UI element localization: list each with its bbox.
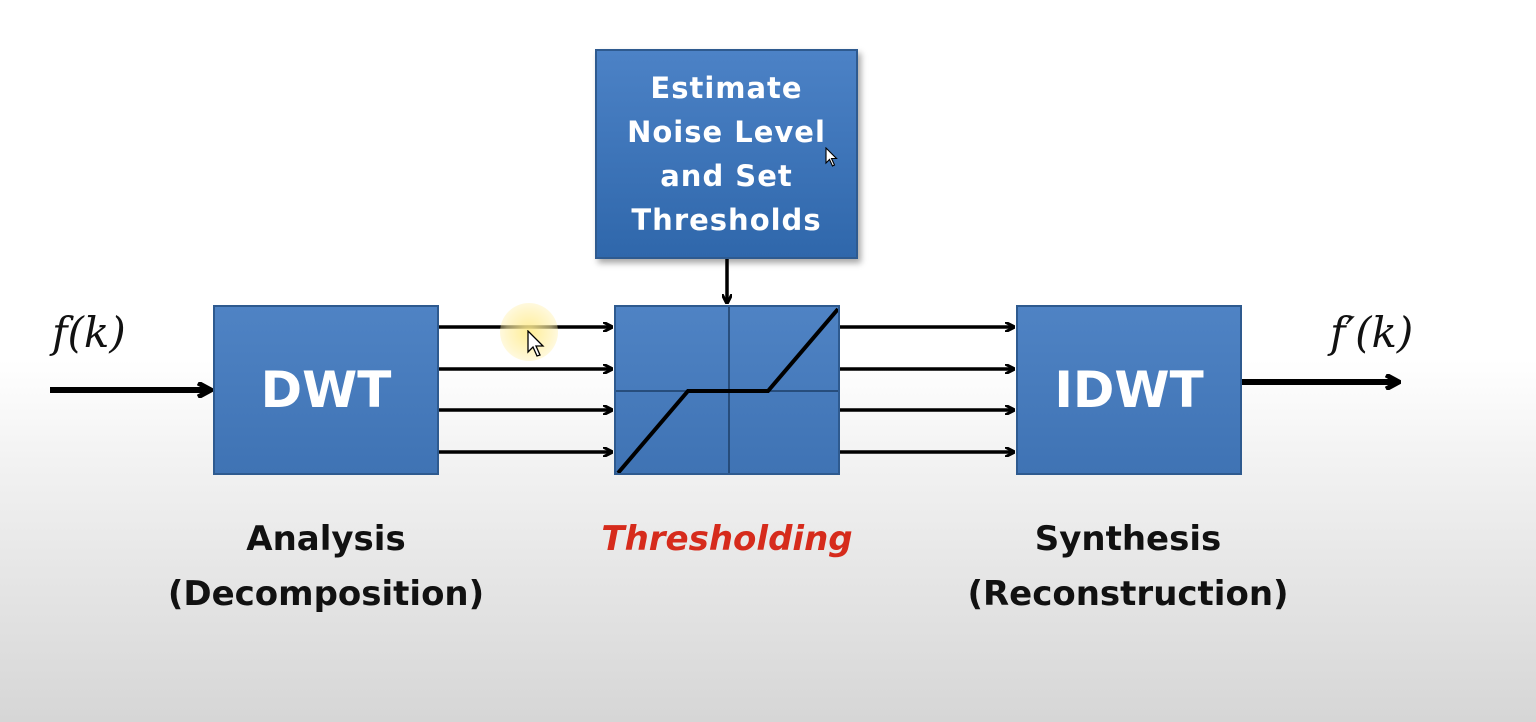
mouse-cursor-icon-2 — [825, 147, 839, 169]
dwt-block — [213, 305, 439, 475]
threshold-function-graph — [616, 307, 838, 473]
idwt-label: IDWT — [1054, 361, 1204, 419]
analysis-caption: Analysis (Decomposition) — [167, 519, 485, 614]
output-signal-label: f′(k) — [1330, 308, 1414, 357]
idwt-block — [1016, 305, 1242, 475]
estimate-noise-text: Estimate Noise Level and Set Thresholds — [627, 71, 826, 237]
synthesis-caption: Synthesis (Reconstruction) — [967, 519, 1289, 614]
input-signal-label: f(k) — [52, 308, 126, 357]
estimate-noise-block — [595, 49, 858, 259]
mouse-cursor-icon — [527, 330, 545, 358]
dwt-label: DWT — [260, 361, 392, 419]
threshold-function-block — [614, 305, 840, 475]
thresholding-caption: Thresholding — [601, 519, 853, 559]
